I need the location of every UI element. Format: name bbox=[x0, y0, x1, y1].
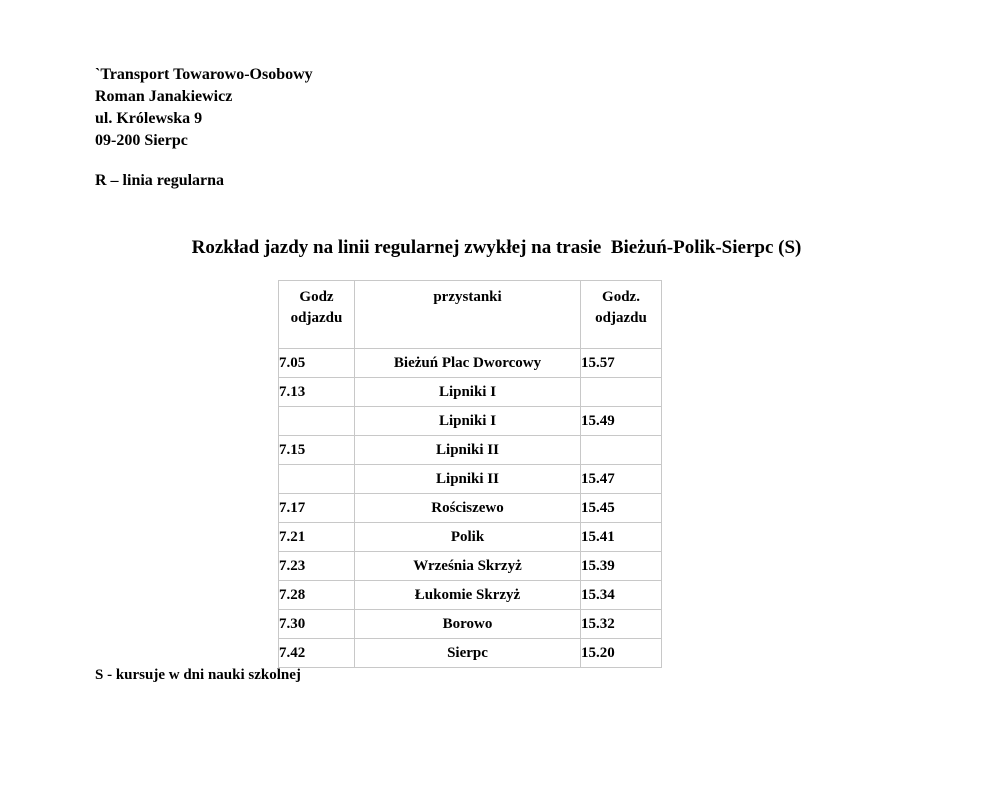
departure-outbound-cell: 7.30 bbox=[279, 610, 355, 639]
departure-return-cell: 15.41 bbox=[581, 523, 662, 552]
departure-outbound-cell bbox=[279, 407, 355, 436]
departure-outbound-cell: 7.05 bbox=[279, 349, 355, 378]
departure-return-cell: 15.32 bbox=[581, 610, 662, 639]
stop-name-cell: Lipniki I bbox=[355, 407, 581, 436]
timetable bbox=[278, 280, 662, 668]
table-row bbox=[279, 349, 662, 378]
company-address-block bbox=[95, 64, 313, 152]
table-row bbox=[279, 378, 662, 407]
departure-outbound-cell bbox=[279, 465, 355, 494]
stop-name-cell: Polik bbox=[355, 523, 581, 552]
stop-name-cell: Września Skrzyż bbox=[355, 552, 581, 581]
header-departure-return bbox=[581, 281, 662, 349]
departure-outbound-cell: 7.17 bbox=[279, 494, 355, 523]
departure-outbound-cell: 7.13 bbox=[279, 378, 355, 407]
departure-return-cell bbox=[581, 436, 662, 465]
street-address: ul. Królewska 9 bbox=[95, 110, 203, 127]
timetable-body bbox=[279, 349, 662, 668]
departure-outbound-cell: 7.28 bbox=[279, 581, 355, 610]
header-stops bbox=[355, 281, 581, 349]
departure-return-cell: 15.47 bbox=[581, 465, 662, 494]
page-title: Rozkład jazdy na linii regularnej zwykłej na trasie Bieżuń-Polik-Sierpc (S) bbox=[191, 237, 802, 258]
header-departure-return-line1: Godz. bbox=[602, 289, 640, 305]
table-row bbox=[279, 581, 662, 610]
table-row bbox=[279, 407, 662, 436]
departure-return-cell: 15.39 bbox=[581, 552, 662, 581]
header-departure-outbound bbox=[279, 281, 355, 349]
header-departure-outbound-line1: Godz bbox=[299, 289, 334, 305]
departure-outbound-cell: 7.15 bbox=[279, 436, 355, 465]
header-departure-outbound-line2: odjazdu bbox=[290, 310, 343, 326]
table-row bbox=[279, 639, 662, 668]
departure-outbound-cell: 7.23 bbox=[279, 552, 355, 581]
stop-name-cell: Lipniki II bbox=[355, 465, 581, 494]
stop-name-cell: Bieżuń Plac Dworcowy bbox=[355, 349, 581, 378]
stop-name-cell: Rościszewo bbox=[355, 494, 581, 523]
departure-return-cell: 15.49 bbox=[581, 407, 662, 436]
header-departure-return-line2: odjazdu bbox=[595, 310, 647, 326]
postal-city: 09-200 Sierpc bbox=[95, 132, 188, 149]
departure-return-cell: 15.34 bbox=[581, 581, 662, 610]
table-row bbox=[279, 610, 662, 639]
header-stops-label: przystanki bbox=[433, 289, 502, 305]
departure-return-cell bbox=[581, 378, 662, 407]
table-row bbox=[279, 465, 662, 494]
departure-return-cell: 15.57 bbox=[581, 349, 662, 378]
footnote-school-days: S - kursuje w dni nauki szkolnej bbox=[95, 667, 301, 683]
departure-return-cell: 15.45 bbox=[581, 494, 662, 523]
stop-name-cell: Lipniki I bbox=[355, 378, 581, 407]
owner-name: Roman Janakiewicz bbox=[95, 88, 233, 105]
table-row bbox=[279, 436, 662, 465]
departure-outbound-cell: 7.42 bbox=[279, 639, 355, 668]
table-row bbox=[279, 494, 662, 523]
table-row bbox=[279, 523, 662, 552]
stop-name-cell: Lipniki II bbox=[355, 436, 581, 465]
table-row bbox=[279, 552, 662, 581]
stop-name-cell: Borowo bbox=[355, 610, 581, 639]
departure-return-cell: 15.20 bbox=[581, 639, 662, 668]
company-name: `Transport Towarowo-Osobowy bbox=[95, 66, 313, 83]
legend-regular-line: R – linia regularna bbox=[95, 172, 225, 189]
table-header-row bbox=[279, 281, 662, 349]
stop-name-cell: Sierpc bbox=[355, 639, 581, 668]
stop-name-cell: Łukomie Skrzyż bbox=[355, 581, 581, 610]
departure-outbound-cell: 7.21 bbox=[279, 523, 355, 552]
